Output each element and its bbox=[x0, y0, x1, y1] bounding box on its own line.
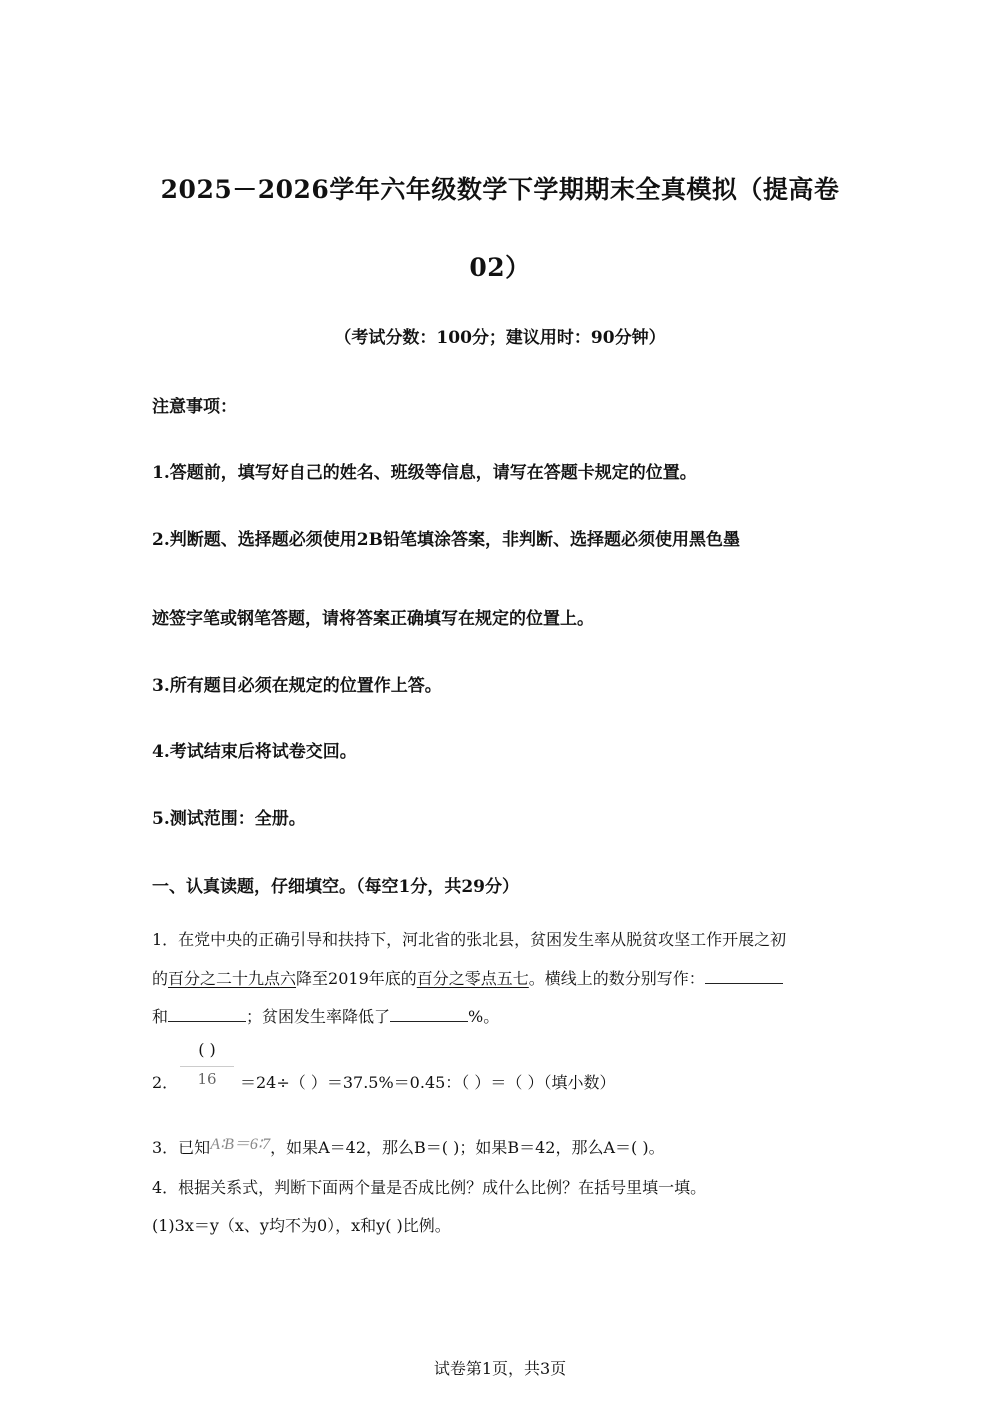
exam-title-line-1: 2025－2026学年六年级数学下学期期末全真模拟（提高卷 bbox=[160, 175, 840, 204]
q1-line-1: 1．在党中央的正确引导和扶持下，河北省的张北县，贫困发生率从脱贫攻坚工作开展之初 bbox=[152, 930, 787, 949]
q4-line-1: 4．根据关系式，判断下面两个量是否成比例？成什么比例？在括号里填一填。 bbox=[152, 1178, 707, 1197]
notice-item-3: 3.所有题目必须在规定的位置作上答。 bbox=[152, 676, 442, 696]
exam-subtitle: （考试分数：100分；建议用时：90分钟） bbox=[334, 328, 666, 348]
notice-item-2-line-1: 2.判断题、选择题必须使用2B铅笔填涂答案，非判断、选择题必须使用黑色墨 bbox=[152, 530, 740, 550]
q1-text-c: 。横线上的数分别写作： bbox=[528, 969, 705, 988]
q2-fraction-numerator[interactable]: ( ) bbox=[198, 1040, 216, 1059]
notice-heading: 注意事项： bbox=[152, 397, 237, 417]
q1-answer-blank-1[interactable] bbox=[705, 969, 783, 984]
q2-fraction bbox=[178, 1040, 236, 1090]
q4-sub-1: (1)3x＝y（x、y均不为0），x和y( )比例。 bbox=[152, 1216, 451, 1235]
exam-title-line-2: 02） bbox=[469, 253, 531, 282]
q1-text-f: %。 bbox=[468, 1007, 500, 1026]
q1-text-a: 的 bbox=[152, 969, 169, 988]
q3-ratio-formula: A∶B＝6∶7 bbox=[210, 1136, 271, 1153]
q1-answer-blank-3[interactable] bbox=[390, 1007, 468, 1022]
page-footer: 试卷第1页，共3页 bbox=[433, 1359, 567, 1378]
notice-item-5: 5.测试范围：全册。 bbox=[152, 809, 306, 829]
q1-answer-blank-2[interactable] bbox=[168, 1007, 246, 1022]
notice-item-2-line-2: 迹签字笔或钢笔答题，请将答案正确填写在规定的位置上。 bbox=[152, 609, 594, 629]
q2-fraction-denominator: 16 bbox=[197, 1070, 217, 1088]
q1-text-b: 降至2019年底的 bbox=[296, 969, 417, 988]
q1-line-2 bbox=[152, 966, 783, 989]
q1-line-3 bbox=[152, 1004, 499, 1027]
fraction-bar bbox=[180, 1066, 234, 1067]
section-1-heading: 一、认真读题，仔细填空。（每空1分，共29分） bbox=[152, 877, 519, 897]
q1-underlined-number-2: 百分之零点五七 bbox=[416, 969, 529, 988]
q3-rest: ，如果A＝42，那么B＝( )；如果B＝42，那么A＝( )。 bbox=[270, 1138, 665, 1157]
q2-prefix: 2． bbox=[152, 1073, 179, 1092]
q3-prefix: 3．已知 bbox=[152, 1138, 211, 1157]
q1-text-d: 和 bbox=[152, 1007, 169, 1026]
notice-item-4: 4.考试结束后将试卷交回。 bbox=[152, 742, 357, 762]
notice-item-1: 1.答题前，填写好自己的姓名、班级等信息，请写在答题卡规定的位置。 bbox=[152, 463, 697, 483]
q2-equation: ＝24÷（ ）＝37.5%＝0.45：（ ）＝（ ）（填小数） bbox=[240, 1073, 616, 1092]
q3-line bbox=[152, 1135, 665, 1158]
q1-text-e: ；贫困发生率降低了 bbox=[246, 1007, 391, 1026]
q1-underlined-number-1: 百分之二十九点六 bbox=[168, 969, 297, 988]
